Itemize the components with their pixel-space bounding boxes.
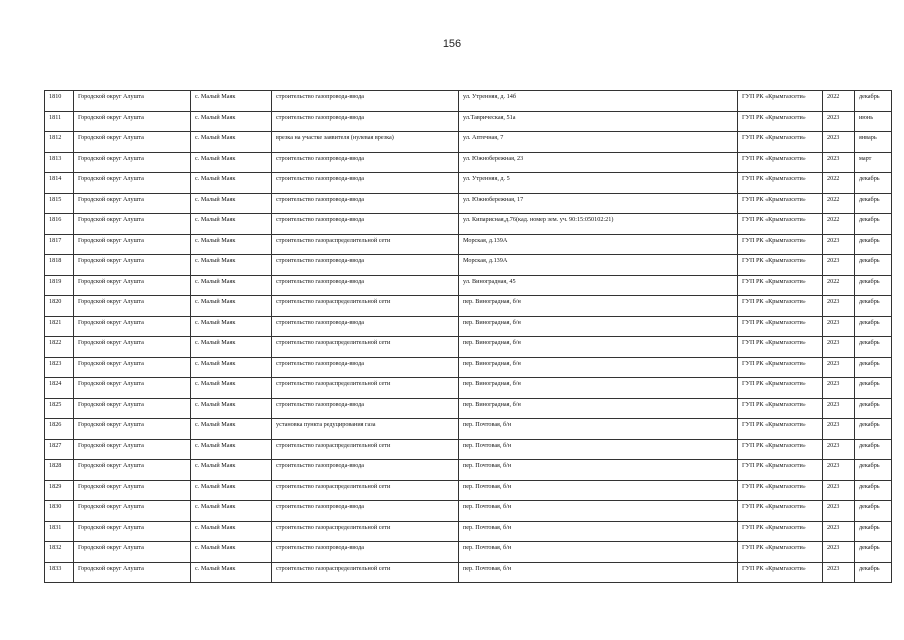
settlement-cell: с. Малый Маяк — [191, 132, 272, 153]
year-cell: 2023 — [823, 521, 855, 542]
row-number-cell: 1810 — [45, 91, 74, 112]
year-cell: 2023 — [823, 337, 855, 358]
contractor-cell: ГУП РК «Крымгазсети» — [738, 91, 823, 112]
year-cell: 2023 — [823, 255, 855, 276]
settlement-cell: с. Малый Маяк — [191, 378, 272, 399]
month-cell: декабрь — [855, 193, 892, 214]
district-cell: Городской округ Алушта — [74, 501, 191, 522]
table-row — [45, 132, 892, 153]
year-cell: 2022 — [823, 173, 855, 194]
address-cell: пер. Почтовая, б/н — [459, 480, 738, 501]
work-type-cell: строительство газораспределительной сети — [272, 562, 459, 583]
contractor-cell: ГУП РК «Крымгазсети» — [738, 132, 823, 153]
row-number-cell: 1823 — [45, 357, 74, 378]
address-cell: пер. Почтовая, б/н — [459, 562, 738, 583]
table-row — [45, 255, 892, 276]
row-number-cell: 1817 — [45, 234, 74, 255]
year-cell: 2022 — [823, 275, 855, 296]
district-cell: Городской округ Алушта — [74, 316, 191, 337]
work-type-cell: строительство газопровода-ввода — [272, 357, 459, 378]
contractor-cell: ГУП РК «Крымгазсети» — [738, 214, 823, 235]
month-cell: декабрь — [855, 419, 892, 440]
row-number-cell: 1828 — [45, 460, 74, 481]
table-row — [45, 337, 892, 358]
address-cell: пер. Виноградная, б/н — [459, 296, 738, 317]
row-number-cell: 1812 — [45, 132, 74, 153]
table-row — [45, 419, 892, 440]
contractor-cell: ГУП РК «Крымгазсети» — [738, 173, 823, 194]
work-type-cell: строительство газопровода-ввода — [272, 542, 459, 563]
table-row — [45, 316, 892, 337]
contractor-cell: ГУП РК «Крымгазсети» — [738, 234, 823, 255]
month-cell: декабрь — [855, 460, 892, 481]
table-row — [45, 521, 892, 542]
work-type-cell: строительство газопровода-ввода — [272, 173, 459, 194]
settlement-cell: с. Малый Маяк — [191, 460, 272, 481]
settlement-cell: с. Малый Маяк — [191, 398, 272, 419]
month-cell: декабрь — [855, 337, 892, 358]
row-number-cell: 1833 — [45, 562, 74, 583]
month-cell: декабрь — [855, 316, 892, 337]
table-row — [45, 214, 892, 235]
month-cell: декабрь — [855, 398, 892, 419]
contractor-cell: ГУП РК «Крымгазсети» — [738, 501, 823, 522]
table-row — [45, 398, 892, 419]
month-cell: декабрь — [855, 234, 892, 255]
year-cell: 2023 — [823, 419, 855, 440]
work-type-cell: строительство газопровода-ввода — [272, 152, 459, 173]
address-cell: пер. Почтовая, б/н — [459, 501, 738, 522]
table-row — [45, 193, 892, 214]
year-cell: 2023 — [823, 542, 855, 563]
work-type-cell: строительство газораспределительной сети — [272, 521, 459, 542]
address-cell: Морская, д.139А — [459, 234, 738, 255]
row-number-cell: 1825 — [45, 398, 74, 419]
address-cell: пер. Почтовая, б/н — [459, 460, 738, 481]
row-number-cell: 1814 — [45, 173, 74, 194]
settlement-cell: с. Малый Маяк — [191, 542, 272, 563]
row-number-cell: 1822 — [45, 337, 74, 358]
year-cell: 2023 — [823, 316, 855, 337]
year-cell: 2023 — [823, 501, 855, 522]
table-row — [45, 152, 892, 173]
row-number-cell: 1830 — [45, 501, 74, 522]
year-cell: 2023 — [823, 480, 855, 501]
year-cell: 2022 — [823, 91, 855, 112]
row-number-cell: 1818 — [45, 255, 74, 276]
address-cell: Морская, д.139А — [459, 255, 738, 276]
year-cell: 2023 — [823, 296, 855, 317]
work-type-cell: строительство газопровода-ввода — [272, 398, 459, 419]
district-cell: Городской округ Алушта — [74, 152, 191, 173]
contractor-cell: ГУП РК «Крымгазсети» — [738, 542, 823, 563]
district-cell: Городской округ Алушта — [74, 378, 191, 399]
district-cell: Городской округ Алушта — [74, 91, 191, 112]
settlement-cell: с. Малый Маяк — [191, 296, 272, 317]
month-cell: декабрь — [855, 255, 892, 276]
year-cell: 2023 — [823, 234, 855, 255]
contractor-cell: ГУП РК «Крымгазсети» — [738, 357, 823, 378]
year-cell: 2023 — [823, 111, 855, 132]
settlement-cell: с. Малый Маяк — [191, 111, 272, 132]
settlement-cell: с. Малый Маяк — [191, 152, 272, 173]
contractor-cell: ГУП РК «Крымгазсети» — [738, 419, 823, 440]
table-row — [45, 234, 892, 255]
contractor-cell: ГУП РК «Крымгазсети» — [738, 152, 823, 173]
contractor-cell: ГУП РК «Крымгазсети» — [738, 193, 823, 214]
work-type-cell: строительство газопровода-ввода — [272, 91, 459, 112]
contractor-cell: ГУП РК «Крымгазсети» — [738, 439, 823, 460]
year-cell: 2023 — [823, 378, 855, 399]
year-cell: 2023 — [823, 562, 855, 583]
contractor-cell: ГУП РК «Крымгазсети» — [738, 255, 823, 276]
year-cell: 2022 — [823, 193, 855, 214]
year-cell: 2023 — [823, 132, 855, 153]
work-type-cell: врезка на участке заявителя (нулевая врезка) — [272, 132, 459, 153]
row-number-cell: 1819 — [45, 275, 74, 296]
contractor-cell: ГУП РК «Крымгазсети» — [738, 562, 823, 583]
address-cell: ул. Утренняя, д. 14б — [459, 91, 738, 112]
month-cell: декабрь — [855, 439, 892, 460]
contractor-cell: ГУП РК «Крымгазсети» — [738, 521, 823, 542]
contractor-cell: ГУП РК «Крымгазсети» — [738, 398, 823, 419]
contractor-cell: ГУП РК «Крымгазсети» — [738, 337, 823, 358]
district-cell: Городской округ Алушта — [74, 296, 191, 317]
district-cell: Городской округ Алушта — [74, 275, 191, 296]
district-cell: Городской округ Алушта — [74, 255, 191, 276]
month-cell: декабрь — [855, 501, 892, 522]
month-cell: декабрь — [855, 521, 892, 542]
month-cell: декабрь — [855, 91, 892, 112]
address-cell: пер. Почтовая, б/н — [459, 521, 738, 542]
settlement-cell: с. Малый Маяк — [191, 316, 272, 337]
work-type-cell: строительство газораспределительной сети — [272, 480, 459, 501]
settlement-cell: с. Малый Маяк — [191, 501, 272, 522]
month-cell: декабрь — [855, 480, 892, 501]
address-cell: ул. Кипарисная,д.76(кад. номер зем. уч. 90:15:050102:21) — [459, 214, 738, 235]
table-row — [45, 91, 892, 112]
month-cell: июнь — [855, 111, 892, 132]
work-type-cell: строительство газораспределительной сети — [272, 378, 459, 399]
district-cell: Городской округ Алушта — [74, 214, 191, 235]
district-cell: Городской округ Алушта — [74, 111, 191, 132]
row-number-cell: 1815 — [45, 193, 74, 214]
row-number-cell: 1832 — [45, 542, 74, 563]
work-type-cell: строительство газопровода-ввода — [272, 111, 459, 132]
year-cell: 2023 — [823, 152, 855, 173]
table-row — [45, 378, 892, 399]
address-cell: пер. Почтовая, б/н — [459, 542, 738, 563]
contractor-cell: ГУП РК «Крымгазсети» — [738, 460, 823, 481]
month-cell: декабрь — [855, 357, 892, 378]
table-row — [45, 480, 892, 501]
district-cell: Городской округ Алушта — [74, 173, 191, 194]
district-cell: Городской округ Алушта — [74, 193, 191, 214]
year-cell: 2023 — [823, 398, 855, 419]
address-cell: пер. Почтовая, б/н — [459, 419, 738, 440]
month-cell: март — [855, 152, 892, 173]
work-type-cell: строительство газопровода-ввода — [272, 255, 459, 276]
work-type-cell: строительство газораспределительной сети — [272, 234, 459, 255]
district-cell: Городской округ Алушта — [74, 357, 191, 378]
table-row — [45, 542, 892, 563]
table-row — [45, 439, 892, 460]
table-body — [45, 91, 892, 583]
settlement-cell: с. Малый Маяк — [191, 173, 272, 194]
district-cell: Городской округ Алушта — [74, 460, 191, 481]
settlement-cell: с. Малый Маяк — [191, 562, 272, 583]
settlement-cell: с. Малый Маяк — [191, 193, 272, 214]
table-row — [45, 460, 892, 481]
row-number-cell: 1831 — [45, 521, 74, 542]
work-type-cell: строительство газопровода-ввода — [272, 501, 459, 522]
district-cell: Городской округ Алушта — [74, 439, 191, 460]
year-cell: 2023 — [823, 439, 855, 460]
settlement-cell: с. Малый Маяк — [191, 91, 272, 112]
contractor-cell: ГУП РК «Крымгазсети» — [738, 275, 823, 296]
address-cell: ул. Южнобережная, 23 — [459, 152, 738, 173]
address-cell: ул.Таврическая, 51а — [459, 111, 738, 132]
district-cell: Городской округ Алушта — [74, 337, 191, 358]
row-number-cell: 1824 — [45, 378, 74, 399]
work-type-cell: строительство газораспределительной сети — [272, 439, 459, 460]
settlement-cell: с. Малый Маяк — [191, 234, 272, 255]
year-cell: 2022 — [823, 214, 855, 235]
address-cell: ул. Южнобережная, 17 — [459, 193, 738, 214]
work-type-cell: строительство газораспределительной сети — [272, 337, 459, 358]
settlement-cell: с. Малый Маяк — [191, 214, 272, 235]
settlement-cell: с. Малый Маяк — [191, 480, 272, 501]
month-cell: декабрь — [855, 378, 892, 399]
row-number-cell: 1826 — [45, 419, 74, 440]
contractor-cell: ГУП РК «Крымгазсети» — [738, 378, 823, 399]
gas-connection-table — [44, 90, 892, 583]
month-cell: январь — [855, 132, 892, 153]
address-cell: ул. Аптечная, 7 — [459, 132, 738, 153]
month-cell: декабрь — [855, 275, 892, 296]
district-cell: Городской округ Алушта — [74, 480, 191, 501]
address-cell: пер. Виноградная, б/н — [459, 337, 738, 358]
work-type-cell: строительство газопровода-ввода — [272, 316, 459, 337]
work-type-cell: строительство газопровода-ввода — [272, 193, 459, 214]
table-row — [45, 275, 892, 296]
address-cell: пер. Виноградная, б/н — [459, 398, 738, 419]
work-type-cell: установка пункта редуцирования газа — [272, 419, 459, 440]
settlement-cell: с. Малый Маяк — [191, 419, 272, 440]
district-cell: Городской округ Алушта — [74, 521, 191, 542]
month-cell: декабрь — [855, 562, 892, 583]
row-number-cell: 1816 — [45, 214, 74, 235]
district-cell: Городской округ Алушта — [74, 542, 191, 563]
address-cell: ул. Виноградная, 45 — [459, 275, 738, 296]
row-number-cell: 1811 — [45, 111, 74, 132]
table-row — [45, 111, 892, 132]
settlement-cell: с. Малый Маяк — [191, 439, 272, 460]
year-cell: 2023 — [823, 460, 855, 481]
settlement-cell: с. Малый Маяк — [191, 357, 272, 378]
address-cell: пер. Виноградная, б/н — [459, 378, 738, 399]
month-cell: декабрь — [855, 173, 892, 194]
district-cell: Городской округ Алушта — [74, 562, 191, 583]
month-cell: декабрь — [855, 214, 892, 235]
district-cell: Городской округ Алушта — [74, 234, 191, 255]
month-cell: декабрь — [855, 296, 892, 317]
table-row — [45, 173, 892, 194]
row-number-cell: 1820 — [45, 296, 74, 317]
table-row — [45, 357, 892, 378]
table-row — [45, 296, 892, 317]
address-cell: пер. Виноградная, б/н — [459, 316, 738, 337]
table-row — [45, 501, 892, 522]
row-number-cell: 1813 — [45, 152, 74, 173]
settlement-cell: с. Малый Маяк — [191, 521, 272, 542]
row-number-cell: 1821 — [45, 316, 74, 337]
contractor-cell: ГУП РК «Крымгазсети» — [738, 316, 823, 337]
settlement-cell: с. Малый Маяк — [191, 275, 272, 296]
district-cell: Городской округ Алушта — [74, 398, 191, 419]
table-row — [45, 562, 892, 583]
settlement-cell: с. Малый Маяк — [191, 337, 272, 358]
contractor-cell: ГУП РК «Крымгазсети» — [738, 480, 823, 501]
contractor-cell: ГУП РК «Крымгазсети» — [738, 111, 823, 132]
work-type-cell: строительство газораспределительной сети — [272, 296, 459, 317]
address-cell: ул. Утренняя, д. 5 — [459, 173, 738, 194]
district-cell: Городской округ Алушта — [74, 419, 191, 440]
contractor-cell: ГУП РК «Крымгазсети» — [738, 296, 823, 317]
address-cell: пер. Виноградная, б/н — [459, 357, 738, 378]
district-cell: Городской округ Алушта — [74, 132, 191, 153]
row-number-cell: 1829 — [45, 480, 74, 501]
address-cell: пер. Почтовая, б/н — [459, 439, 738, 460]
work-type-cell: строительство газопровода-ввода — [272, 275, 459, 296]
page-number: 156 — [442, 38, 462, 50]
year-cell: 2023 — [823, 357, 855, 378]
row-number-cell: 1827 — [45, 439, 74, 460]
work-type-cell: строительство газопровода-ввода — [272, 214, 459, 235]
month-cell: декабрь — [855, 542, 892, 563]
settlement-cell: с. Малый Маяк — [191, 255, 272, 276]
work-type-cell: строительство газопровода-ввода — [272, 460, 459, 481]
